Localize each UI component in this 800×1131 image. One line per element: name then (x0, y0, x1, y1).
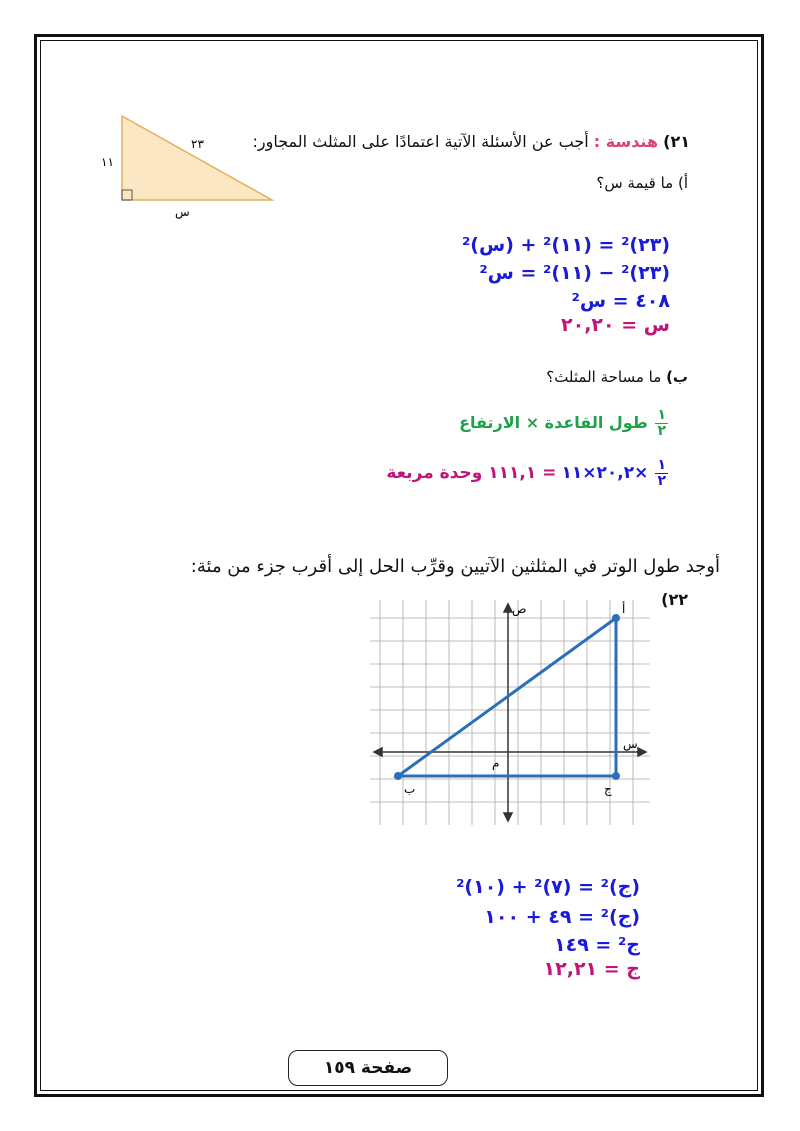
q21-eq-line-3: ٤٠٨ = س² (571, 290, 670, 312)
calc-result: = ١١١,١ وحدة مربعة (386, 463, 557, 483)
q22-number: ٢٢) (661, 590, 688, 609)
q21-stem: أجب عن الأسئلة الآتية اعتمادًا على المثلث المجاور: (252, 132, 589, 151)
q21-part-b-label (546, 368, 688, 386)
q21-triangle (122, 116, 272, 200)
q21-area-formula (459, 408, 670, 439)
q21-number: ٢١) (663, 132, 690, 151)
calc-half-fraction: $\frac{١}{٢}$ (657, 457, 666, 489)
q21-header (252, 132, 690, 151)
q22-eq-line-3: ج² = ١٤٩ (554, 934, 640, 956)
vertex-a-dot (612, 614, 620, 622)
vertex-b-dot (394, 772, 402, 780)
y-axis-label: ص (512, 602, 527, 616)
label-left-side: ١١ (101, 155, 114, 169)
q22-eq-line-1: (ج)² = (٧)² + (١٠)² (456, 876, 640, 898)
origin-label: م (492, 756, 500, 770)
q21-eq-line-1: (٢٣)² = (١١)² + (س)² (461, 234, 670, 256)
x-axis-label: س (623, 737, 638, 751)
vertex-a-label: أ (622, 602, 626, 616)
q22-eq-answer: ج = ١٢,٢١ (543, 958, 640, 980)
q22-intro: أوجد طول الوتر في المثلثين الآتيين وقرِّب الحل إلى أقرب جزء من مئة: (190, 556, 720, 577)
label-bottom: س (175, 205, 190, 219)
label-hypotenuse: ٢٣ (191, 137, 204, 151)
half-fraction: $\frac{١}{٢}$ (657, 407, 666, 439)
area-formula-text: طول القاعدة × الارتفاع (459, 413, 648, 432)
part-b-prefix: ب) (666, 368, 688, 386)
q21-topic: هندسة : (593, 132, 659, 151)
q21-triangle-figure (95, 108, 285, 219)
q22-coordinate-graph (370, 600, 650, 825)
q21-part-a-label: أ) ما قيمة س؟ (596, 174, 688, 192)
q21-area-calc (386, 458, 670, 489)
q21-eq-line-2: (٢٣)² − (١١)² = س² (479, 262, 670, 284)
part-b-text: ما مساحة المثلث؟ (546, 368, 662, 386)
vertex-j-label: ج (604, 782, 612, 796)
vertex-j-dot (612, 772, 620, 780)
q21-eq-answer: س = ٢٠,٢٠ (561, 314, 670, 336)
q22-eq-line-2: (ج)² = ٤٩ + ١٠٠ (484, 906, 640, 928)
calc-multiplication: ×٢٠,٢×١١ (561, 463, 649, 483)
page-number-badge: صفحة ١٥٩ (288, 1050, 448, 1086)
vertex-b-label: ب (404, 782, 416, 796)
